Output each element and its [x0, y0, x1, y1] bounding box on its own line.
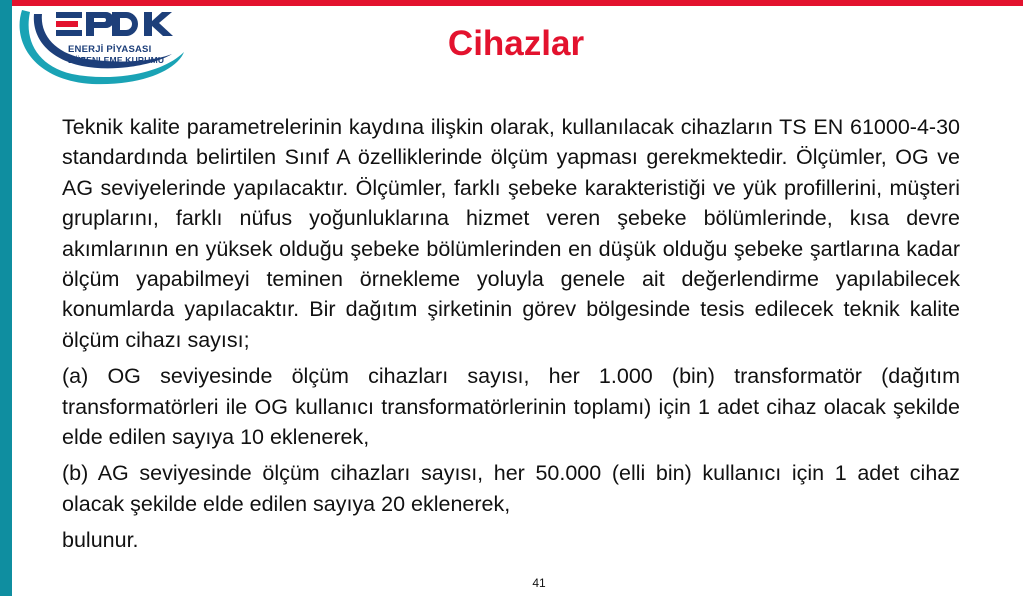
logo-text-line2: DÜZENLEME KURUMU	[68, 55, 165, 65]
slide-body	[62, 112, 960, 556]
body-paragraph-item-b: (b) AG seviyesinde ölçüm cihazları sayısı, her 50.000 (elli bin) kullanıcı için 1 adet cihaz olacak şekilde elde edilen sayıya 20 eklenerek,	[62, 461, 960, 516]
epdk-logo	[12, 0, 190, 94]
slide-title: Cihazlar	[447, 24, 585, 63]
body-paragraph-closing: bulunur.	[62, 528, 139, 553]
left-accent-bar	[0, 0, 12, 596]
logo-text-line1: ENERJİ PİYASASI	[68, 44, 152, 55]
body-paragraph-intro: Teknik kalite parametrelerinin kaydına ilişkin olarak, kullanılacak cihazların TS EN 61000-4-30 standardında belirtilen Sınıf A özelliklerinde ölçüm yapması gerekmektedir. Ölçümler, OG ve AG seviyelerinde yapılacaktır. Ölçümler, farklı şebeke karakteristiği ve yük profillerini, müşteri gruplarını, farklı nüfus yoğunluklarına hizmet veren şebeke bölümlerinde, kısa devre akımlarının en yüksek olduğu şebeke bölümlerinden en düşük olduğu şebeke şartlarına kadar ölçüm yapabilmeyi teminen örnekleme yoluyla genele ait değerlendirme yapılabilecek konumlarda yapılacaktır. Bir dağıtım şirketinin görev bölgesinde tesis edilecek teknik kalite ölçüm cihazı sayısı;	[62, 115, 960, 352]
body-paragraph-item-a: (a) OG seviyesinde ölçüm cihazları sayısı, her 1.000 (bin) transformatör (dağıtım transformatörleri ile OG kullanıcı transformatörlerinin toplamı) için 1 adet cihaz olacak şekilde elde edilen sayıya 10 eklenerek,	[62, 364, 960, 450]
page-number: 41	[532, 576, 546, 590]
